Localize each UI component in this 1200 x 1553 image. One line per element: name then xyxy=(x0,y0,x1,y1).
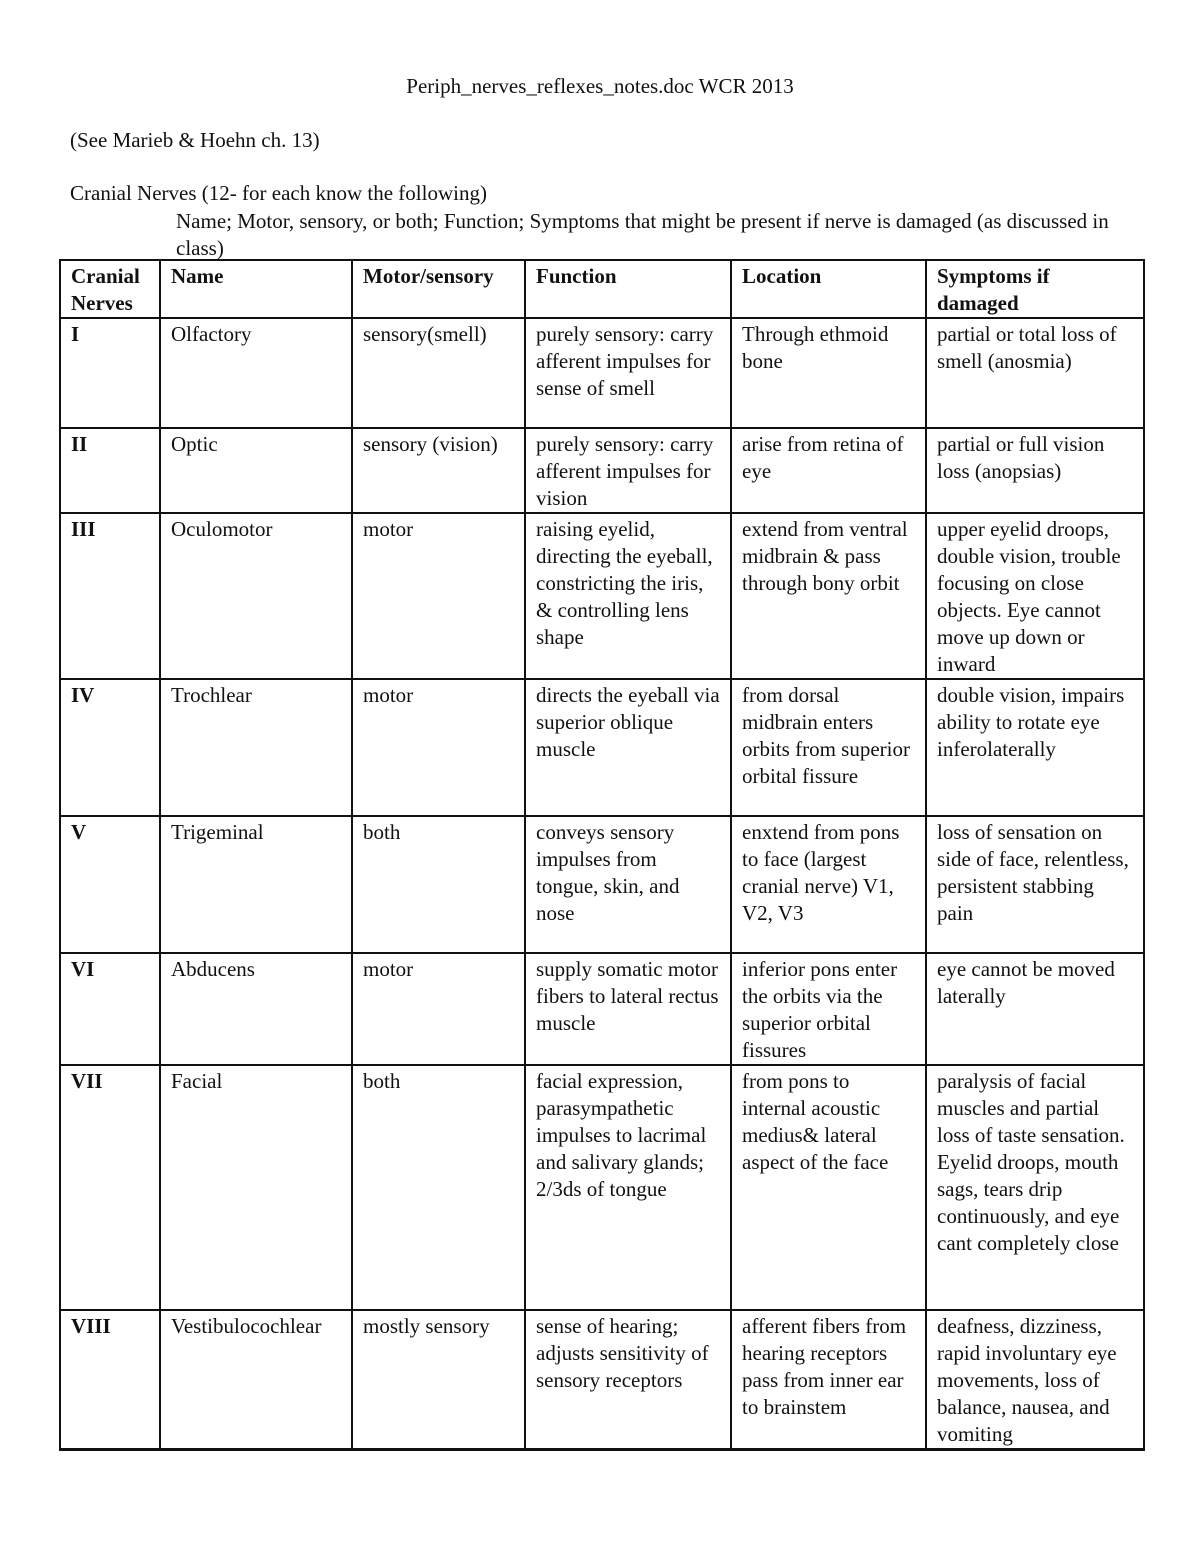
nerve-numeral: III xyxy=(60,513,160,679)
nerve-name: Optic xyxy=(160,428,352,513)
section-heading: Cranial Nerves (12- for each know the following) xyxy=(70,181,487,205)
table-row xyxy=(60,513,1144,679)
nerve-function: conveys sensory impulses from tongue, skin, and nose xyxy=(525,816,731,953)
nerve-function: sense of hearing; adjusts sensitivity of sensory receptors xyxy=(525,1310,731,1450)
table-row xyxy=(60,1065,1144,1310)
nerve-location: enxtend from pons to face (largest cranial nerve) V1, V2, V3 xyxy=(731,816,926,953)
nerve-type: sensory (vision) xyxy=(352,428,525,513)
nerve-name: Trochlear xyxy=(160,679,352,816)
header-cranial-nerves: Cranial Nerves xyxy=(60,260,160,318)
nerve-location: afferent fibers from hearing receptors pass from inner ear to brainstem xyxy=(731,1310,926,1450)
nerve-name: Vestibulocochlear xyxy=(160,1310,352,1450)
nerve-function: purely sensory: carry afferent impulses for vision xyxy=(525,428,731,513)
nerve-type: sensory(smell) xyxy=(352,318,525,428)
nerve-name: Abducens xyxy=(160,953,352,1065)
section-instructions: Name; Motor, sensory, or both; Function; Symptoms that might be present if nerve is damaged (as discussed in class) xyxy=(176,209,1109,260)
header-function: Function xyxy=(525,260,731,318)
nerve-name: Olfactory xyxy=(160,318,352,428)
nerve-type: both xyxy=(352,816,525,953)
header-location: Location xyxy=(731,260,926,318)
nerve-symptoms: deafness, dizziness, rapid involuntary eye movements, loss of balance, nausea, and vomiting xyxy=(926,1310,1144,1450)
nerve-numeral: IV xyxy=(60,679,160,816)
nerve-type: mostly sensory xyxy=(352,1310,525,1450)
table-row xyxy=(60,318,1144,428)
nerve-symptoms: double vision, impairs ability to rotate eye inferolaterally xyxy=(926,679,1144,816)
nerve-numeral: VIII xyxy=(60,1310,160,1450)
nerve-numeral: V xyxy=(60,816,160,953)
document-title: Periph_nerves_reflexes_notes.doc WCR 2013 xyxy=(406,74,794,98)
nerve-symptoms: upper eyelid droops, double vision, trouble focusing on close objects. Eye cannot move up down or inward xyxy=(926,513,1144,679)
nerve-type: motor xyxy=(352,679,525,816)
nerve-type: motor xyxy=(352,953,525,1065)
nerve-function: directs the eyeball via superior oblique muscle xyxy=(525,679,731,816)
nerve-function: raising eyelid, directing the eyeball, constricting the iris, & controlling lens shape xyxy=(525,513,731,679)
nerve-location: Through ethmoid bone xyxy=(731,318,926,428)
nerve-symptoms: eye cannot be moved laterally xyxy=(926,953,1144,1065)
nerve-name: Trigeminal xyxy=(160,816,352,953)
table-row xyxy=(60,816,1144,953)
nerve-function: facial expression, parasympathetic impulses to lacrimal and salivary glands; 2/3ds of tongue xyxy=(525,1065,731,1310)
nerve-location: from dorsal midbrain enters orbits from superior orbital fissure xyxy=(731,679,926,816)
nerve-location: inferior pons enter the orbits via the superior orbital fissures xyxy=(731,953,926,1065)
cranial-nerves-table xyxy=(59,259,1145,1451)
nerve-numeral: II xyxy=(60,428,160,513)
table-header-row xyxy=(60,260,1144,318)
table-row xyxy=(60,953,1144,1065)
table-row xyxy=(60,679,1144,816)
header-motor-sensory: Motor/sensory xyxy=(352,260,525,318)
nerve-function: supply somatic motor fibers to lateral rectus muscle xyxy=(525,953,731,1065)
nerve-type: motor xyxy=(352,513,525,679)
nerve-location: from pons to internal acoustic medius& lateral aspect of the face xyxy=(731,1065,926,1310)
nerve-symptoms: paralysis of facial muscles and partial loss of taste sensation. Eyelid droops, mouth sags, tears drip continuously, and eye cant completely close xyxy=(926,1065,1144,1310)
nerve-function: purely sensory: carry afferent impulses for sense of smell xyxy=(525,318,731,428)
nerve-symptoms: partial or full vision loss (anopsias) xyxy=(926,428,1144,513)
table-row xyxy=(60,428,1144,513)
nerve-name: Facial xyxy=(160,1065,352,1310)
nerve-numeral: VI xyxy=(60,953,160,1065)
nerve-location: extend from ventral midbrain & pass through bony orbit xyxy=(731,513,926,679)
nerve-numeral: VII xyxy=(60,1065,160,1310)
nerve-name: Oculomotor xyxy=(160,513,352,679)
nerve-location: arise from retina of eye xyxy=(731,428,926,513)
nerve-numeral: I xyxy=(60,318,160,428)
table-row xyxy=(60,1310,1144,1450)
textbook-reference: (See Marieb & Hoehn ch. 13) xyxy=(70,128,320,152)
nerve-symptoms: partial or total loss of smell (anosmia) xyxy=(926,318,1144,428)
header-name: Name xyxy=(160,260,352,318)
nerve-symptoms: loss of sensation on side of face, relentless, persistent stabbing pain xyxy=(926,816,1144,953)
nerve-type: both xyxy=(352,1065,525,1310)
header-symptoms: Symptoms if damaged xyxy=(926,260,1144,318)
